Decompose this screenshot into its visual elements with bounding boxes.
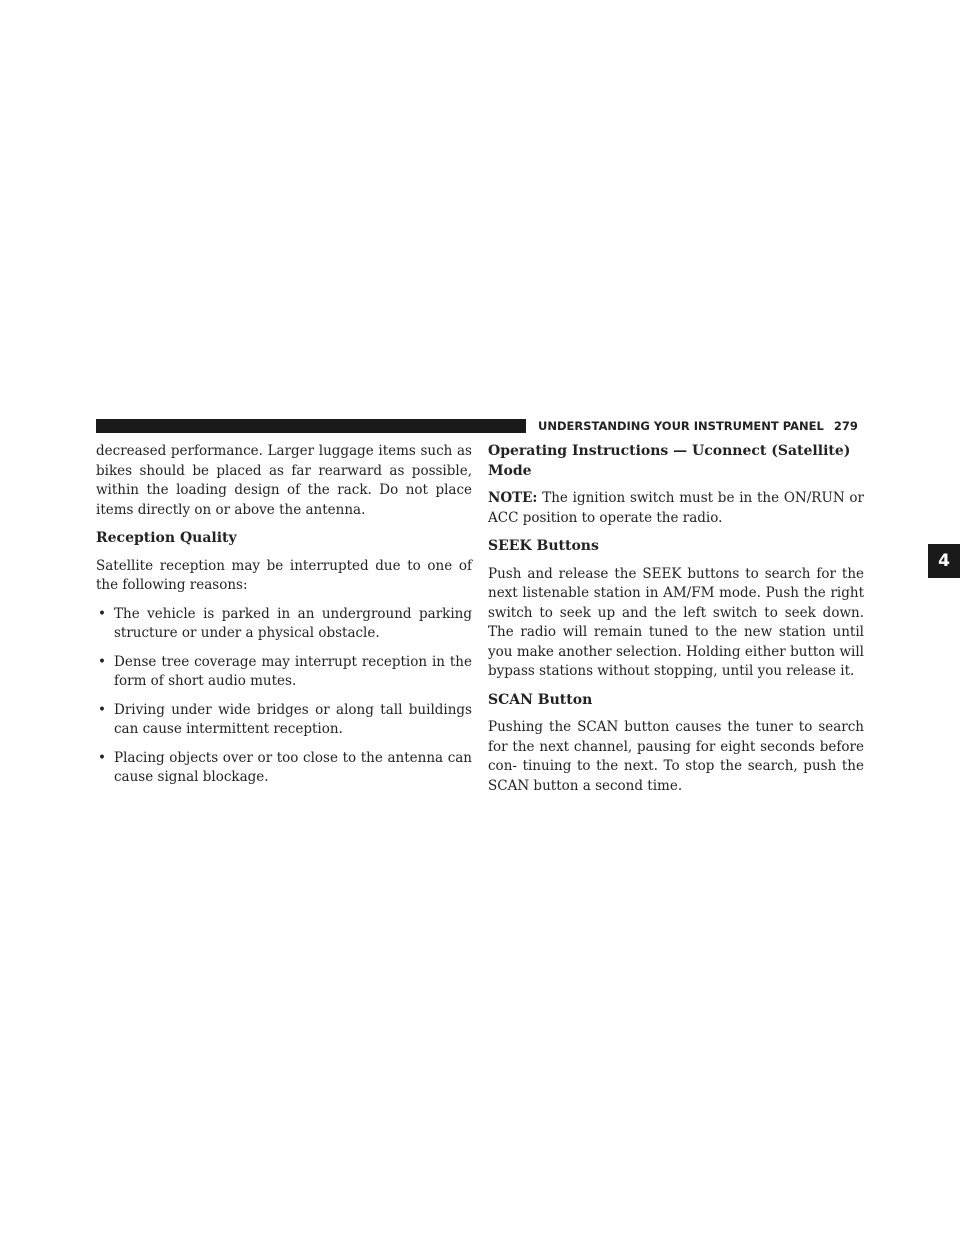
note-label: NOTE: — [488, 490, 538, 506]
list-item-text: Dense tree coverage may interrupt reception in the form of short audio mutes. — [114, 653, 472, 689]
seek-paragraph: Push and release the SEEK buttons to search for the next listenable station in AM/FM mode. Push the right switch to seek up and the left switch to seek down. The radio will remain tuned to the new station until you make another selection. Holding either button will bypass stations without stopping, until you release it. — [488, 565, 864, 679]
running-header — [538, 418, 858, 434]
note-text: The ignition switch must be in the ON/RUN or ACC position to operate the radio. — [488, 490, 864, 526]
seek-heading: SEEK Buttons — [488, 538, 599, 554]
section-title: UNDERSTANDING YOUR INSTRUMENT PANEL — [538, 419, 824, 433]
scan-heading: SCAN Button — [488, 691, 593, 708]
list-item — [96, 653, 472, 692]
page-number: 279 — [833, 419, 858, 433]
scan-paragraph: Pushing the SCAN button causes the tuner to search for the next channel, pausing for eight seconds before con- tinuing to the next. To stop the search, push the SCAN button a second time. — [488, 719, 864, 794]
note-paragraph — [488, 489, 864, 528]
bullet-icon: • — [98, 701, 106, 718]
intro-paragraph: decreased performance. Larger luggage items such as bikes should be placed as far rearward as possible, within the loading design of the rack. Do not place items directly on or above the antenna. — [96, 443, 472, 518]
list-item — [96, 605, 472, 644]
bullet-icon: • — [98, 605, 106, 622]
reception-heading: Reception Quality — [96, 530, 237, 546]
reception-bullet-list — [96, 605, 472, 788]
reception-intro: Satellite reception may be interrupted due to one of the following reasons: — [96, 557, 472, 593]
list-item-text: The vehicle is parked in an underground parking structure or under a physical obstacle. — [114, 605, 472, 641]
header-rule-bar — [96, 419, 526, 433]
operating-heading: Operating Instructions — Uconnect (Satellite) Mode — [488, 443, 851, 479]
list-item-text: Placing objects over or too close to the antenna can cause signal blockage. — [114, 749, 472, 785]
bullet-icon: • — [98, 653, 106, 670]
list-item-text: Driving under wide bridges or along tall buildings can cause intermittent reception. — [114, 701, 472, 737]
chapter-tab: 4 — [928, 544, 960, 578]
list-item — [96, 749, 472, 788]
bullet-icon: • — [98, 749, 106, 766]
list-item — [96, 701, 472, 740]
left-column — [96, 442, 472, 797]
right-column — [488, 442, 864, 805]
